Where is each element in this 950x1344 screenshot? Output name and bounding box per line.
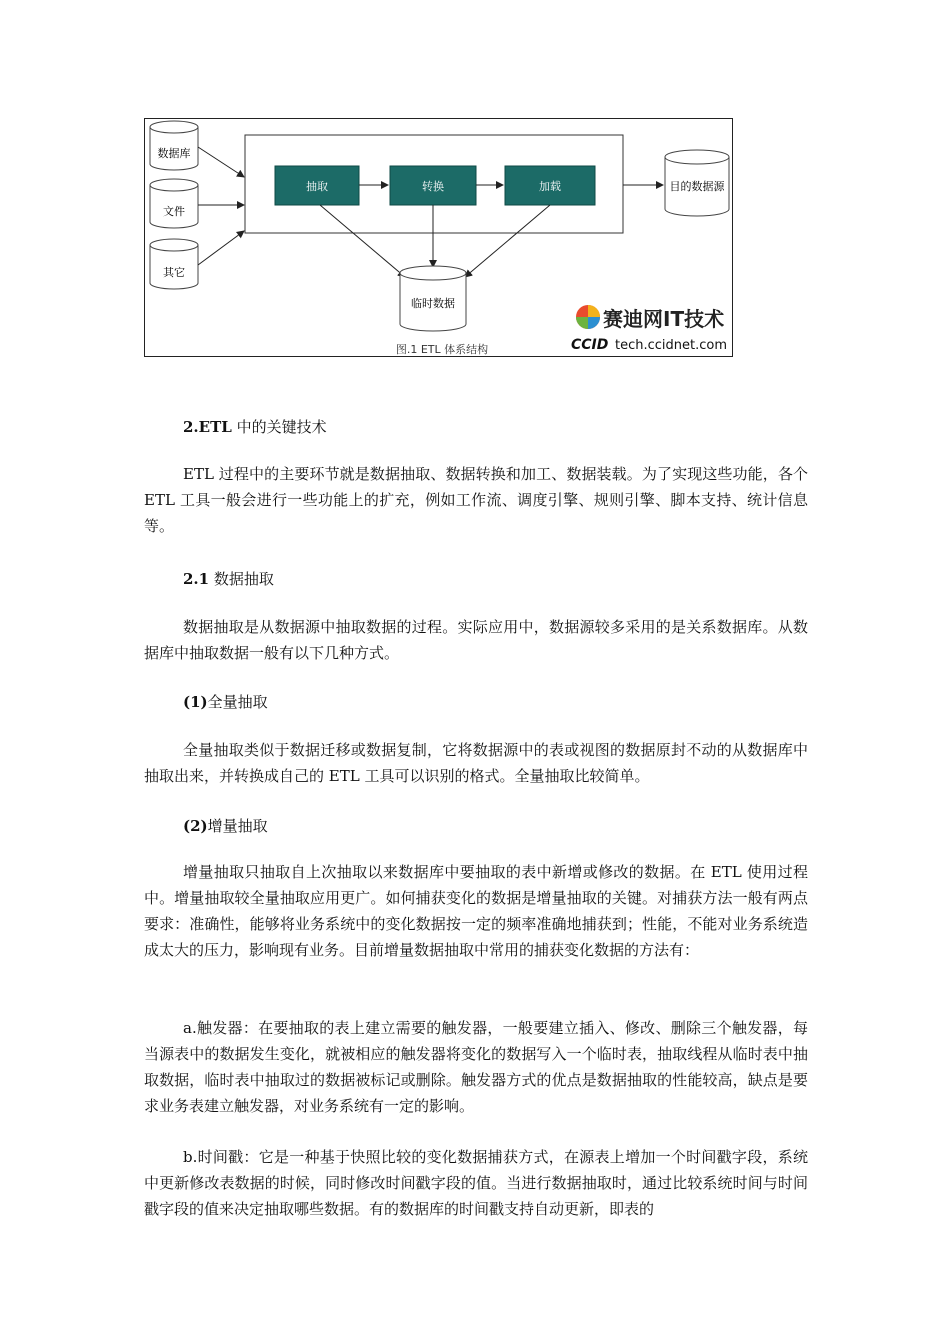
source-other-cylinder bbox=[150, 239, 198, 289]
source-label: 数据库 bbox=[157, 147, 191, 160]
target-label: 目的数据源 bbox=[669, 180, 725, 193]
temp-label: 临时数据 bbox=[411, 297, 455, 310]
etl-diagram bbox=[145, 119, 732, 356]
source-file-cylinder bbox=[150, 179, 198, 228]
source-label: 文件 bbox=[163, 205, 185, 218]
logo-url: tech.ccidnet.com bbox=[615, 338, 728, 353]
figure-caption: 图.1 ETL 体系结构 bbox=[395, 343, 489, 356]
section-heading-incremental-extraction: (2)增量抽取 bbox=[183, 817, 268, 835]
ccid-logo bbox=[571, 305, 727, 353]
paragraph-etl-intro: ETL 过程中的主要环节就是数据抽取、数据转换和加工、数据装载。为了实现这些功能，各个 ETL 工具一般会进行一些功能上的扩充，例如工作流、调度引擎、规则引擎、脚本支持、统计信息等。 bbox=[144, 465, 808, 535]
step-transform-label: 转换 bbox=[422, 180, 444, 193]
temp-data-cylinder bbox=[400, 266, 466, 331]
logo-text: 赛迪网IT技术 bbox=[603, 307, 725, 331]
step-load-label: 加载 bbox=[539, 180, 561, 193]
paragraph-trigger-method: a.触发器：在要抽取的表上建立需要的触发器，一般要建立插入、修改、删除三个触发器，每当源表中的数据发生变化，就被相应的触发器将变化的数据写入一个临时表，抽取线程从临时表中抽取数据，临时表中抽取过的数据被标记或删除。触发器方式的优点是数据抽取的性能较高，缺点是要求业务表建立触发器，对业务系统有一定的影响。 bbox=[144, 1019, 808, 1115]
logo-brand: CCID bbox=[571, 337, 609, 353]
section-heading-key-tech: 2.ETL 中的关键技术 bbox=[183, 418, 327, 436]
arrow-other bbox=[198, 231, 244, 265]
section-heading-extraction: 2.1 数据抽取 bbox=[183, 570, 274, 588]
etl-architecture-figure bbox=[144, 118, 733, 357]
source-label: 其它 bbox=[163, 266, 185, 279]
source-database-cylinder bbox=[150, 121, 198, 170]
section-heading-full-extraction: (1)全量抽取 bbox=[183, 693, 268, 711]
paragraph-timestamp-method: b.时间戳：它是一种基于快照比较的变化数据捕获方式，在源表上增加一个时间戳字段，系统中更新修改表数据的时候，同时修改时间戳字段的值。当进行数据抽取时，通过比较系统时间与时间戳字段的值来决定抽取哪些数据。有的数据库的时间戳支持自动更新，即表的 bbox=[144, 1148, 808, 1218]
paragraph-incremental-extraction: 增量抽取只抽取自上次抽取以来数据库中要抽取的表中新增或修改的数据。在 ETL 使用过程中。增量抽取较全量抽取应用更广。如何捕获变化的数据是增量抽取的关键。对捕获方法一般有两点要求：准确性，能够将业务系统中的变化数据按一定的频率准确地捕获到；性能，不能对业务系统造成太大的压力，影响现有业务。目前增量数据抽取中常用的捕获变化数据的方法有： bbox=[144, 863, 808, 959]
paragraph-extraction-intro: 数据抽取是从数据源中抽取数据的过程。实际应用中，数据源较多采用的是关系数据库。从数据库中抽取数据一般有以下几种方式。 bbox=[144, 618, 808, 662]
paragraph-full-extraction: 全量抽取类似于数据迁移或数据复制，它将数据源中的表或视图的数据原封不动的从数据库中抽取出来，并转换成自己的 ETL 工具可以识别的格式。全量抽取比较简单。 bbox=[144, 741, 808, 785]
step-extract-label: 抽取 bbox=[306, 180, 328, 193]
arrow-database bbox=[198, 147, 244, 177]
target-cylinder bbox=[665, 150, 729, 216]
